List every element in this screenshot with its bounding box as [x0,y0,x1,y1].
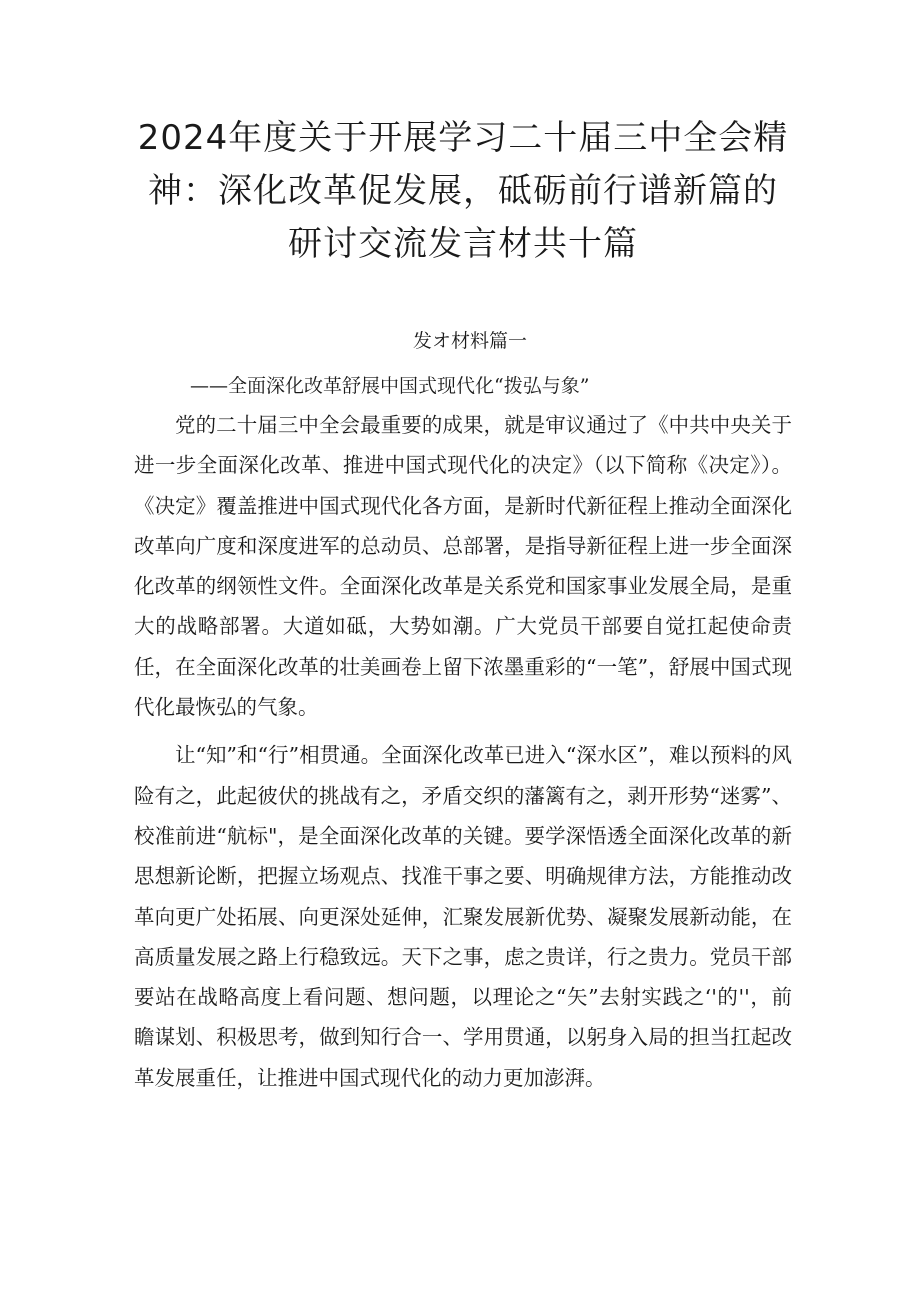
document-title: 2024年度关于开展学习二十届三中全会精神：深化改革促发展，砥砺前行谱新篇的研讨交流发言材共十篇 [137,118,789,264]
section-tagline: ——全面深化改革舒展中国式现代化“拨弘与象” [190,375,590,397]
body-paragraph-1: 党的二十届三中全会最重要的成果，就是审议通过了《中共中央关于进一步全面深化改革、推进中国式现代化的决定》（以下简称《决定》）。《决定》覆盖推进中国式现代化各方面，是新时代新征程上推动全面深化改革向广度和深度进军的总动员、总部署，是指导新征程上进一步全面深化改革的纲领性文件。全面深化改革是关系党和国家事业发展全局，是重大的战略部署。大道如砥，大势如潮。广大党员干部要自觉扛起使命责任，在全面深化改革的壮美画卷上留下浓墨重彩的“一笔”，舒展中国式现代化最恢弘的气象。 [134,413,792,720]
section-heading: 发オ材料篇一 [412,330,527,352]
body-paragraph-2: 让“知”和“行”相贯通。全面深化改革已进入“深水区”，难以预料的风险有之，此起彼伏的挑战有之，矛盾交织的藩篱有之，剥开形势“迷雾”、校准前进“航标"，是全面深化改革的关键。要学深悟透全面深化改革的新思想新论断，把握立场观点、找准干事之要、明确规律方法，方能推动改革向更广处拓展、向更深处延伸，汇聚发展新优势、凝聚发展新动能，在高质量发展之路上行稳致远。天下之事，虑之贵详，行之贵力。党员干部要站在战略高度上看问题、想问题，以理论之“矢”去射实践之‘'的''，前瞻谋划、积极思考，做到知行合一、学用贯通，以躬身入局的担当扛起改革发展重任，让推进中国式现代化的动力更加澎湃。 [134,743,792,1090]
